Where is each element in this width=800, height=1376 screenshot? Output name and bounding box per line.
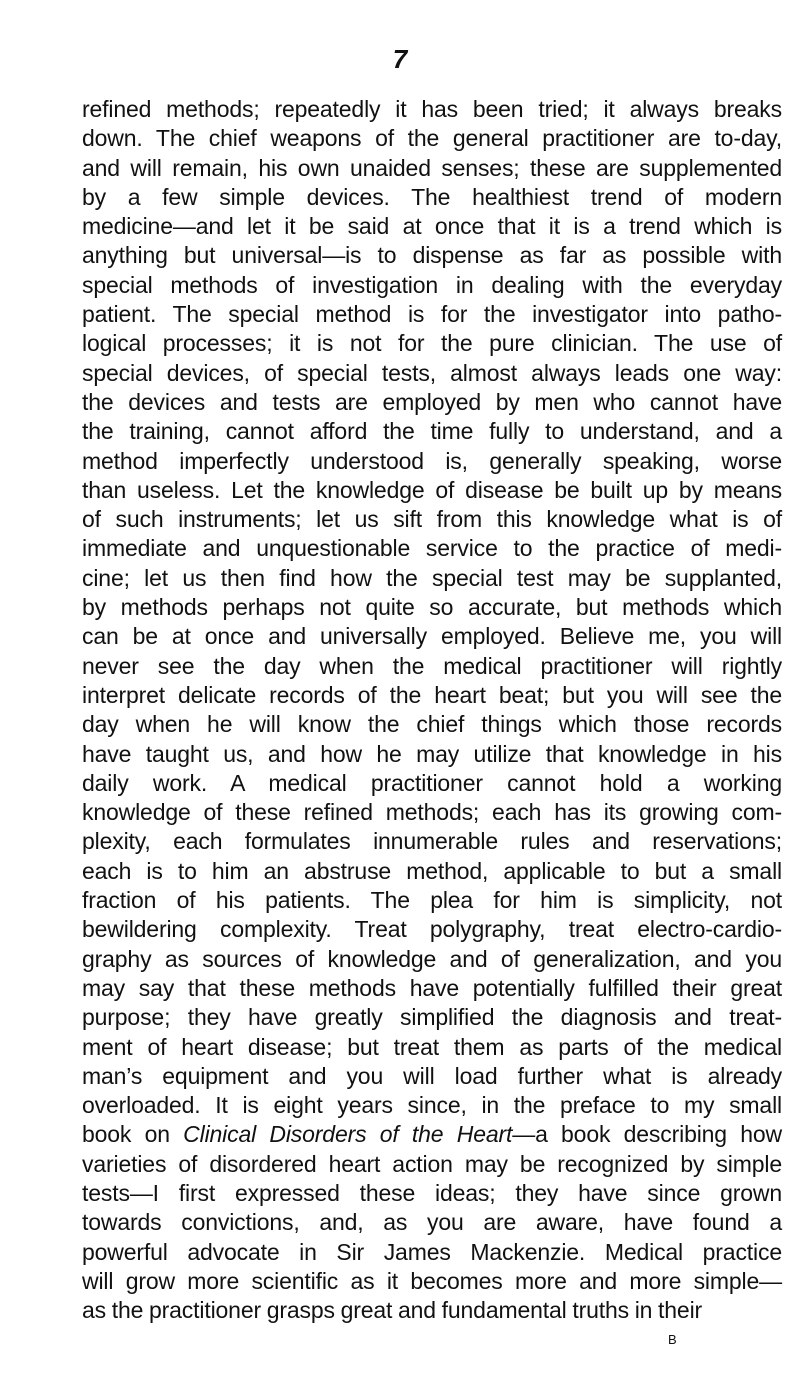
text-line: knowledge of these refined methods; each has its growing com- [82, 799, 782, 826]
text-line: bewildering complexity. Treat polygraphy, treat electro-cardio- [82, 916, 782, 943]
text-line: logical processes; it is not for the pure clinician. The use of [82, 330, 782, 357]
text-line: daily work. A medical practitioner cannot hold a working [82, 769, 782, 796]
text-line: patient. The special method is for the investigator into patho- [82, 301, 782, 328]
text-line: may say that these methods have potentially fulfilled their great [82, 974, 782, 1001]
text-line: immediate and unquestionable service to the practice of medi- [82, 535, 782, 562]
book-title: Clinical Disorders of the Heart [183, 1121, 513, 1148]
text-line: the devices and tests are employed by men who cannot have [82, 388, 782, 415]
text-line: purpose; they have greatly simplified the diagnosis and treat- [82, 1004, 782, 1031]
text-line: by methods perhaps not quite so accurate, but methods which [82, 594, 782, 621]
text-line: powerful advocate in Sir James Mackenzie. Medical practice [82, 1238, 782, 1265]
text-line: down. The chief weapons of the general practitioner are to-day, [82, 125, 782, 152]
text-line: tests—I first expressed these ideas; they have since grown [82, 1179, 782, 1206]
text-line: never see the day when the medical practitioner will rightly [82, 652, 782, 679]
text-line: refined methods; repeatedly it has been tried; it always breaks [82, 96, 782, 122]
text-line: anything but universal—is to dispense as far as possible with [82, 242, 782, 269]
text-line: overloaded. It is eight years since, in the preface to my small [82, 1092, 782, 1119]
text-line: graphy as sources of knowledge and of generalization, and you [82, 945, 782, 972]
text-line [82, 1120, 782, 1149]
text-segment: book on [82, 1121, 184, 1148]
text-line: towards convictions, and, as you are aware, have found a [82, 1209, 782, 1236]
text-line: method imperfectly understood is, generally speaking, worse [82, 447, 782, 474]
text-line: have taught us, and how he may utilize that knowledge in his [82, 740, 782, 767]
text-line: man’s equipment and you will load further what is already [82, 1062, 782, 1089]
text-line: plexity, each formulates innumerable rules and reservations; [82, 828, 782, 855]
body-paragraph [82, 95, 782, 1325]
text-line: special devices, of special tests, almost always leads one way: [82, 359, 782, 386]
text-segment: —a book describing how [512, 1121, 782, 1148]
text-line: can be at once and universally employed. Believe me, you will [82, 623, 782, 650]
signature-mark: B [668, 1332, 677, 1347]
page-number: 7 [392, 44, 408, 74]
text-line: by a few simple devices. The healthiest trend of modern [82, 183, 782, 210]
text-line: varieties of disordered heart action may be recognized by simple [82, 1150, 782, 1177]
text-line: than useless. Let the knowledge of disease be built up by means [82, 476, 782, 503]
text-line: interpret delicate records of the heart beat; but you will see the [82, 681, 782, 708]
text-line: as the practitioner grasps great and fundamental truths in their [82, 1297, 703, 1324]
text-line: medicine—and let it be said at once that it is a trend which is [82, 213, 782, 240]
text-line: each is to him an abstruse method, applicable to but a small [82, 857, 782, 884]
text-line: fraction of his patients. The plea for him is simplicity, not [82, 887, 782, 914]
text-line: day when he will know the chief things which those records [82, 711, 782, 738]
text-line: cine; let us then find how the special test may be supplanted, [82, 564, 782, 591]
text-line: of such instruments; let us sift from this knowledge what is of [82, 506, 782, 533]
text-line: the training, cannot afford the time fully to understand, and a [82, 418, 782, 445]
text-line: will grow more scientific as it becomes more and more simple— [82, 1267, 782, 1294]
text-line: ment of heart disease; but treat them as parts of the medical [82, 1033, 782, 1060]
text-line: special methods of investigation in dealing with the everyday [82, 271, 782, 298]
text-line: and will remain, his own unaided senses; these are supplemented [82, 154, 782, 181]
